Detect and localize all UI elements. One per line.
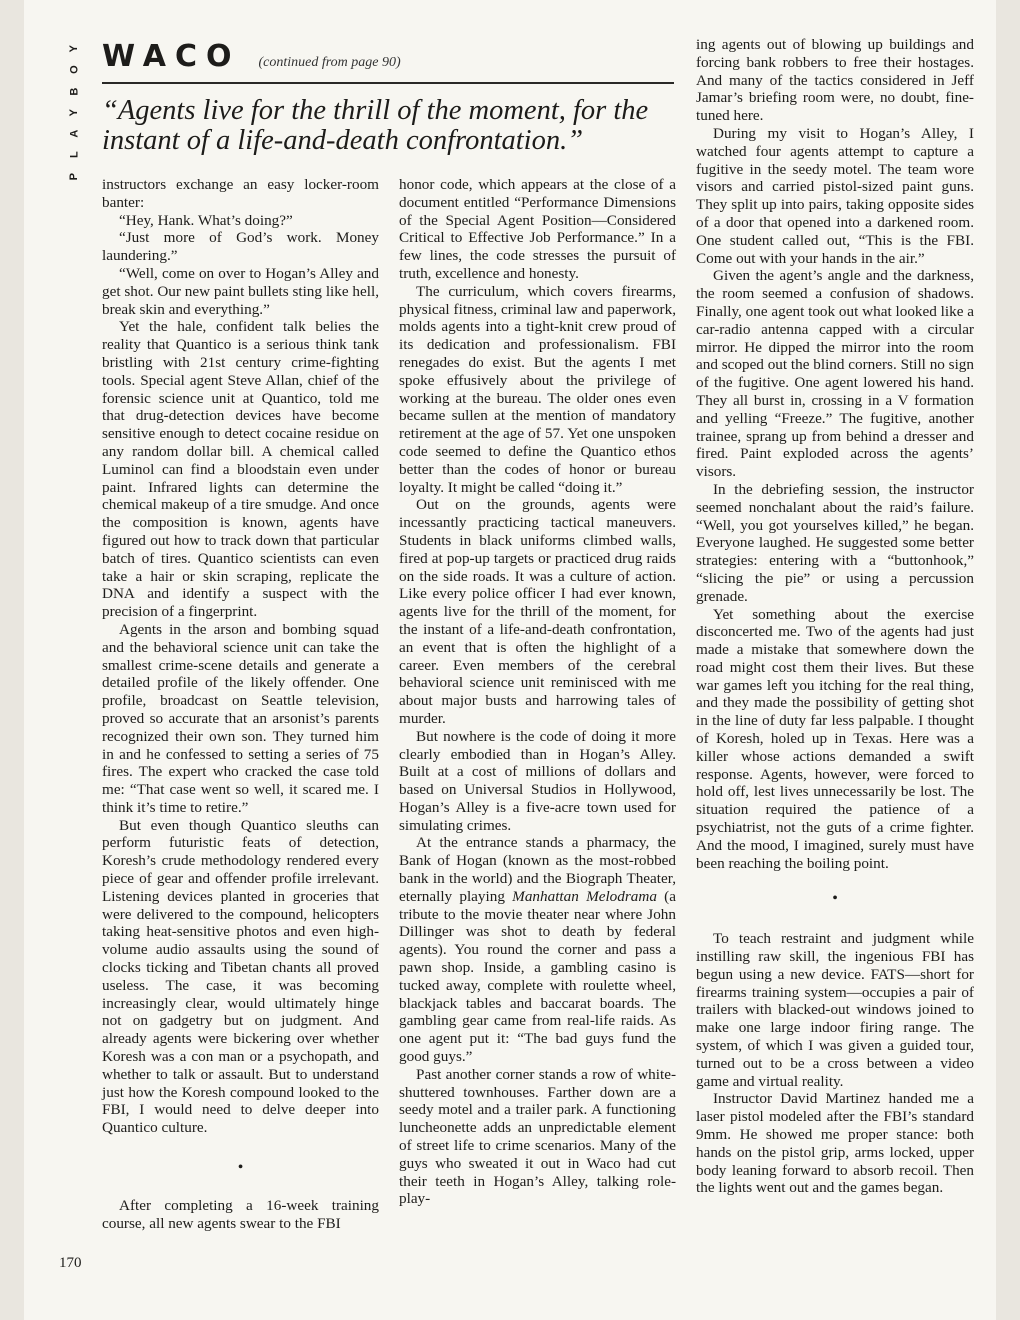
paragraph: instructors exchange an easy locker-room banter:: [102, 176, 379, 211]
paragraph: “Hey, Hank. What’s doing?”: [119, 211, 293, 229]
sidebar-letter: A: [68, 129, 81, 138]
sidebar-letter: P: [68, 172, 81, 181]
paragraph: During my visit to Hogan’s Alley, I watched four agents attempt to capture a fugitive in the seedy motel. The team wore visors and carried pistol-sized paint guns. They split up into pairs, taking opposite sides of a door that opened into a darkened room. One student called out, “This is the FBI. Come out with your hands in the air.”: [696, 124, 974, 267]
paragraph: But nowhere is the code of doing it more clearly embodied than in Hogan’s Alley. Built at a cost of millions of dollars and based on Universal Studios in Hollywood, Hogan’s Alley is a five-acre town used for simulating crimes.: [399, 727, 676, 834]
paragraph: Instructor David Martinez handed me a laser pistol modeled after the FBI’s standard 9mm. He showed me proper stance: both hands on the pistol grip, arms locked, upper body leaning forward to absorb recoil. Then the lights went out and the games began.: [696, 1090, 974, 1197]
paragraph: Given the agent’s angle and the darkness, the room seemed a confusion of shadows. Finally, one agent took out what looked like a car-radio antenna capped with a circular mirror. He dipped the mirror into the room and scoped out the blind corners. Still no sign of the fugitive. One agent lowered his hand. They all burst in, crossing in a V formation and yelling “Freeze.” The fugitive, another trainee, sprang up from behind a dresser and fired. Paint exploded across the agents’ visors.: [696, 267, 974, 481]
header-rule: [102, 82, 674, 84]
paragraph: honor code, which appears at the close of a document entitled “Performance Dimensions of the Special Agent Position—Considered Critical to Effective Job Performance.” In a few lines, the code stresses the pursuit of truth, excellence and honesty.: [399, 176, 676, 282]
paragraph: But even though Quantico sleuths can perform futuristic feats of detection, Koresh’s crude methodology rendered every piece of gear and offender profile irrelevant. Listening devices planted in groceries that were delivered to the compound, helicopters taking heat-sensitive photos and even high-volume audio assaults using the sound of clocks ticking and Tibetan chants all proved useless. The case, it was becoming increasingly clear, would ultimately hinge not on gadgetry but on judgment. And already agents were bickering over whether Koresh was a con man or a psychopath, and whether to talk or assault. But to understand just how the Koresh compound looked to the FBI, I would need to delve deeper into Quantico culture.: [102, 816, 379, 1137]
paragraph: In the debriefing session, the instructor seemed nonchalant about the raid’s failure. “Well, you got yourselves killed,” he began. Everyone laughed. He suggested some better strategies: entering with a “buttonhook,” “slicing the pie” or using a percussion grenade.: [696, 480, 974, 605]
text-column-2: [399, 176, 676, 1208]
paragraph: After completing a 16-week training course, all new agents swear to the FBI: [102, 1196, 379, 1232]
article-title: WACO: [102, 39, 241, 74]
paragraph: Yet the hale, confident talk belies the reality that Quantico is a serious think tank bristling with 21st century crime-fighting tools. Special agent Steve Allan, chief of the forensic science unit at Quantico, told me that drug-detection devices have become sensitive enough to detect cocaine residue on any random dollar bill. A chemical called Luminol can find a bloodstain even under paint. Infrared lights can determine the chemical makeup of a tire smudge. And once the composition is known, agents have figured out how to track down that particular batch of tires. Quantico scientists can even take a hair or skin scraping, replicate the DNA and identify a suspect with the precision of a fingerprint.: [102, 318, 379, 621]
paragraph: Agents in the arson and bombing squad and the behavioral science unit can take the smallest crime-scene details and generate a detailed profile of the likely offender. One profile, broadcast on Seattle television, proved so accurate that an arsonist’s parents recognized their own son. They turned him in and he confessed to setting a series of 75 fires. The expert who cracked the case told me: “That case went so well, it scared me. I think it’s time to retire.”: [102, 620, 379, 816]
text-column-1: [102, 176, 379, 1232]
paragraph-text: (a tribute to the movie theater near where John Dillinger was shot to death by federal agents). You round the corner and pass a pawn shop. Inside, a gambling casino is tucked away, complete with roulette wheel, blackjack tables and baccarat boards. The gambling gear came from real-life raids. As one agent put it: “The bad guys fund the good guys.”: [399, 887, 676, 1066]
paragraph: To teach restraint and judgment while instilling raw skill, the ingenious FBI has begun using a new device. FATS—short for firearms training system—occupies a pair of trailers with blacked-out windows joined to make one large indoor firing range. The system, of which I was given a guided tour, turned out to be a cross between a video game and virtual reality.: [696, 930, 974, 1090]
sidebar-letter: Y: [68, 44, 81, 53]
sidebar-letter: L: [68, 151, 81, 159]
text-column-3: [696, 36, 974, 1197]
pull-quote: “Agents live for the thrill of the moment, for the instant of a life-and-death confrontation.”: [102, 95, 649, 156]
sidebar-letter: Y: [68, 108, 81, 117]
header-top: [102, 40, 674, 74]
article-header: [102, 40, 674, 156]
magazine-sidebar-label: [64, 38, 86, 187]
movie-title: Manhattan Melodrama: [512, 887, 657, 905]
paragraph: Past another corner stands a row of white-shuttered townhouses. Farther down are a seedy motel and a trailer park. A functioning luncheonette adds an unpredictable element of street life to crime scenarios. Many of the guys who sweated it out in Waco had cut their teeth in Hogan’s Alley, talking role-play-: [399, 1065, 676, 1208]
paragraph-text: At the entrance stands a pharmacy, the Bank of Hogan (known as the most-robbed bank in the world) and the Biograph Theater, eternally playing: [399, 834, 676, 905]
section-break-bullet: •: [832, 890, 838, 908]
paragraph: Out on the grounds, agents were incessantly practicing tactical maneuvers. Students in black uniforms climbed walls, fired at pop-up targets or practiced drug raids on the side roads. It was a culture of action. Like every police officer I had ever known, agents live for the thrill of the moment, for the instant of a life-and-death confrontation, an event that is often the highlight of a career. Even members of the cerebral behavioral science unit reminisced with me about major busts and harrowing tales of murder.: [399, 496, 676, 727]
paragraph: [399, 834, 676, 1065]
sidebar-letter: B: [68, 87, 81, 96]
paragraph: “Well, come on over to Hogan’s Alley and get shot. Our new paint bullets sting like hell, break skin and everything.”: [102, 264, 379, 318]
paragraph: “Just more of God’s work. Money laundering.”: [102, 229, 379, 265]
magazine-page: [24, 0, 996, 1320]
paragraph: Yet something about the exercise disconcerted me. Two of the agents had just made a mistake that somewhere down the road might cost them their lives. But these war games left you itching for the real thing, and they made the possibility of getting shot in the line of duty far less palpable. I thought of Koresh, holed up in Texas. Here was a killer whose actions demanded a swift response. Agents, however, were forced to hold off, lest lives unnecessarily be lost. The situation required the patience of a psychiatrist, not the guts of a crime fighter. And the mood, I imagined, surely must have been reaching the boiling point.: [696, 605, 974, 872]
paragraph: The curriculum, which covers firearms, physical fitness, criminal law and paperwork, molds agents into a tight-knit crew proud of its dedication and professionalism. FBI renegades do exist. But the agents I met spoke effusively about the privilege of working at the bureau. The older ones even became sullen at the mention of mandatory retirement at the age of 57. Yet one unspoken code seemed to define the Quantico ethos better than the codes of honor or bureau loyalty. It might be called “doing it.”: [399, 282, 676, 496]
paragraph: ing agents out of blowing up buildings and forcing bank robbers to free their hostages. And many of the tactics considered in Jeff Jamar’s briefing room were, no doubt, fine-tuned here.: [696, 36, 974, 125]
section-break-bullet: •: [237, 1159, 244, 1177]
continued-note: (continued from page 90): [258, 55, 401, 70]
sidebar-letter: O: [68, 65, 81, 75]
page-number: 170: [59, 1255, 82, 1271]
